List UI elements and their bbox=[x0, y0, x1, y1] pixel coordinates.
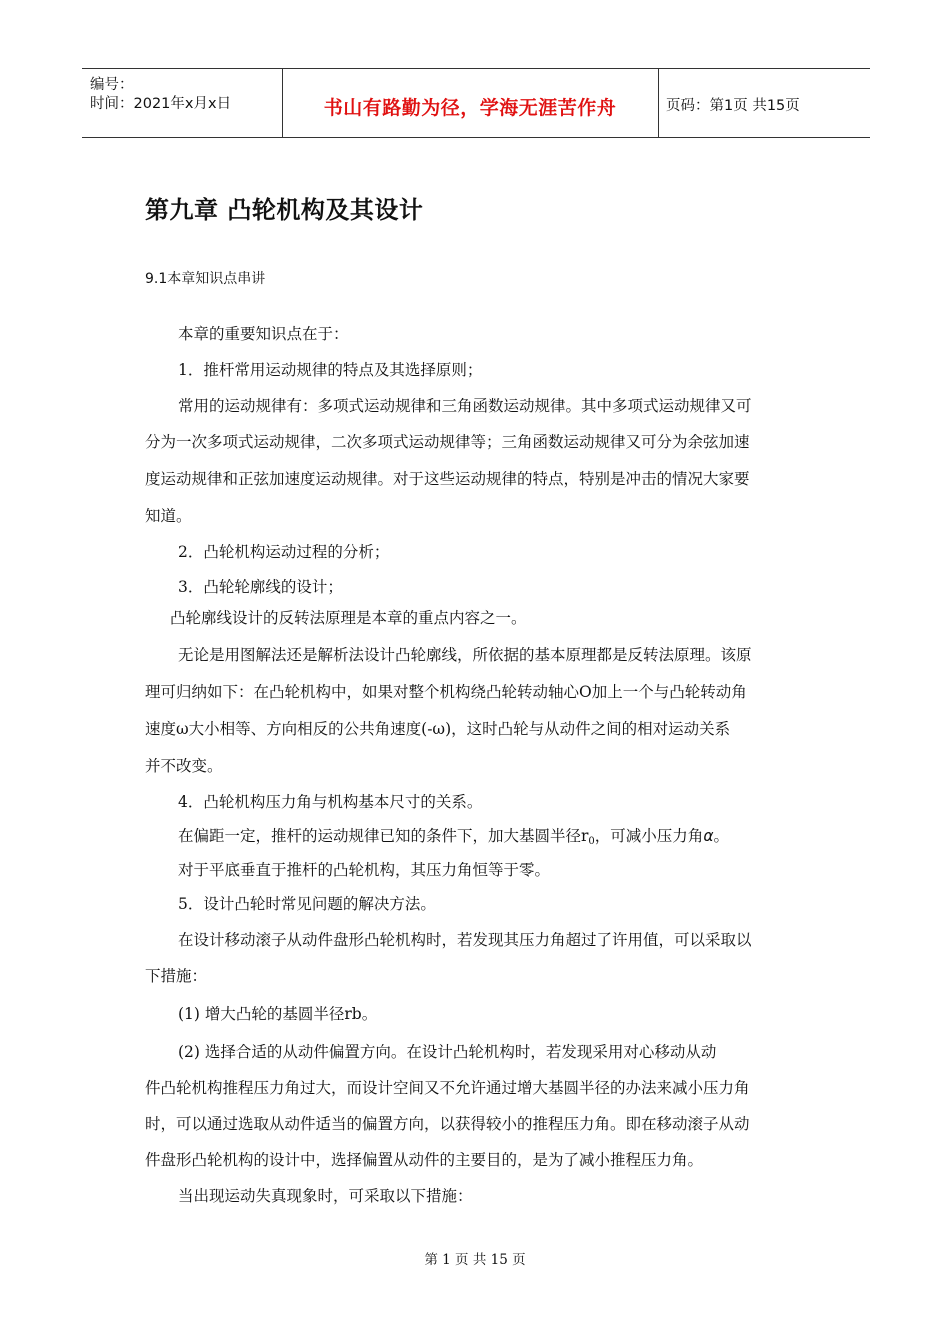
paragraph-line: 速度ω大小相等、方向相反的公共角速度(-ω)，这时凸轮与从动件之间的相对运动关系 bbox=[145, 720, 731, 738]
chapter-title: 第九章 凸轮机构及其设计 bbox=[145, 196, 424, 224]
alpha-symbol: α bbox=[703, 827, 714, 845]
paragraph-line: 常用的运动规律有：多项式运动规律和三角函数运动规律。其中多项式运动规律又可 bbox=[178, 397, 752, 415]
section-title: 9.1本章知识点串讲 bbox=[145, 271, 266, 287]
text-span: 在偏距一定，推杆的运动规律已知的条件下，加大基圆半径r bbox=[178, 827, 589, 845]
paragraph-line: 分为一次多项式运动规律，二次多项式运动规律等；三角函数运动规律又可分为余弦加速 bbox=[145, 433, 750, 451]
code-label: 编号： bbox=[90, 77, 134, 93]
paragraph-line: 理可归纳如下：在凸轮机构中，如果对整个机构绕凸轮转动轴心O加上一个与凸轮转动角 bbox=[145, 683, 747, 701]
paragraph-line: 在设计移动滚子从动件盘形凸轮机构时，若发现其压力角超过了许用值，可以采取以 bbox=[178, 931, 752, 949]
paragraph-line: 本章的重要知识点在于： bbox=[178, 325, 349, 343]
paragraph-line: 件盘形凸轮机构的设计中，选择偏置从动件的主要目的，是为了减小推程压力角。 bbox=[145, 1151, 704, 1169]
header-motto: 书山有路勤为径，学海无涯苦作舟 bbox=[323, 97, 617, 119]
paragraph-line: 4．凸轮机构压力角与机构基本尺寸的关系。 bbox=[178, 793, 483, 811]
date-label: 时间：2021年x月x日 bbox=[90, 96, 232, 112]
paragraph-line: 件凸轮机构推程压力角过大，而设计空间又不允许通过增大基圆半径的办法来减小压力角 bbox=[145, 1079, 750, 1097]
paragraph-line: 时，可以通过选取从动件适当的偏置方向，以获得较小的推程压力角。即在移动滚子从动 bbox=[145, 1115, 750, 1133]
paragraph-line: 5．设计凸轮时常见问题的解决方法。 bbox=[178, 895, 436, 913]
header-table bbox=[82, 68, 870, 138]
header-right-cell bbox=[658, 69, 870, 137]
paragraph-line: 2．凸轮机构运动过程的分析； bbox=[178, 543, 390, 561]
paragraph-line: 当出现运动失真现象时，可采取以下措施： bbox=[178, 1187, 473, 1205]
text-span: 。 bbox=[713, 827, 730, 845]
subscript-zero: 0 bbox=[588, 836, 595, 847]
page-footer: 第 1 页 共 15 页 bbox=[424, 1252, 526, 1268]
paragraph-line bbox=[178, 824, 729, 847]
paragraph-line: 并不改变。 bbox=[145, 757, 223, 775]
page-info: 页码：第1页 共15页 bbox=[666, 98, 800, 114]
paragraph-line: 下措施： bbox=[145, 967, 208, 985]
paragraph-line: (1) 增大凸轮的基圆半径rb。 bbox=[178, 1005, 378, 1023]
paragraph-line: 1．推杆常用运动规律的特点及其选择原则； bbox=[178, 361, 483, 379]
paragraph-line: 知道。 bbox=[145, 507, 192, 525]
text-span: ，可减小压力角 bbox=[594, 827, 704, 845]
paragraph-line: 凸轮廓线设计的反转法原理是本章的重点内容之一。 bbox=[170, 609, 527, 627]
paragraph-line: 3．凸轮轮廓线的设计； bbox=[178, 578, 343, 596]
paragraph-line: 无论是用图解法还是解析法设计凸轮廓线，所依据的基本原理都是反转法原理。该原 bbox=[178, 646, 752, 664]
paragraph-line: 对于平底垂直于推杆的凸轮机构，其压力角恒等于零。 bbox=[178, 861, 551, 879]
header-left-cell bbox=[82, 69, 283, 137]
header-middle-cell bbox=[282, 69, 659, 137]
paragraph-line: 度运动规律和正弦加速度运动规律。对于这些运动规律的特点，特别是冲击的情况大家要 bbox=[145, 470, 750, 488]
paragraph-line: (2) 选择合适的从动件偏置方向。在设计凸轮机构时，若发现采用对心移动从动 bbox=[178, 1043, 717, 1061]
